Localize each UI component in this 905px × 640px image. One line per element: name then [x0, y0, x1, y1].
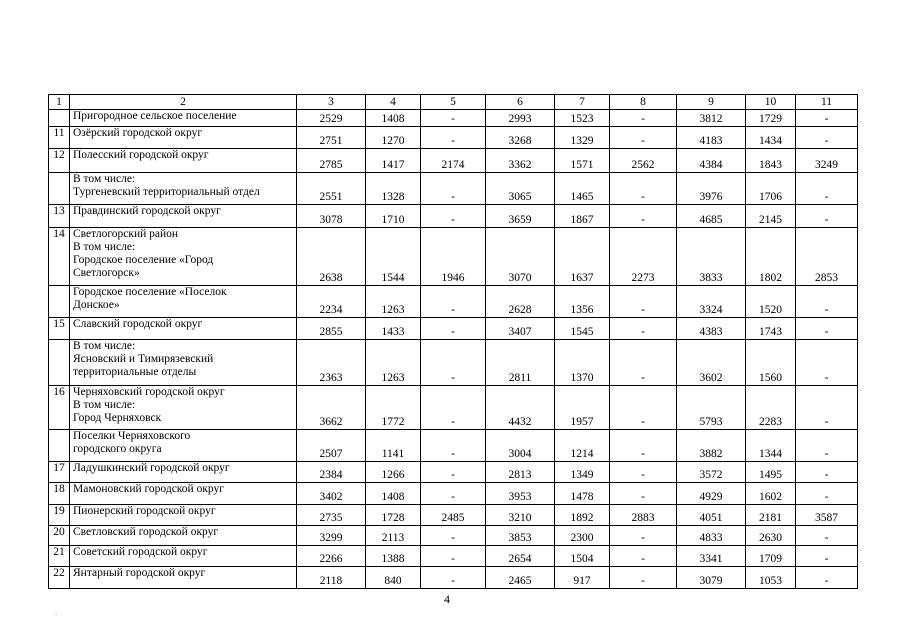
value-cell: 3362 [486, 149, 555, 173]
value-cell: 1602 [746, 483, 796, 505]
value-cell: 2785 [297, 149, 366, 173]
value-cell: 3341 [677, 546, 746, 567]
value-cell: 2234 [297, 286, 366, 318]
value-cell: - [421, 110, 486, 127]
value-cell: 1329 [555, 127, 610, 149]
value-cell: - [421, 462, 486, 483]
value-cell: 2855 [297, 318, 366, 340]
value-cell: 1867 [555, 205, 610, 228]
value-cell: 2283 [746, 386, 796, 430]
table-row [49, 462, 858, 483]
value-cell: 1544 [366, 228, 421, 286]
value-cell: 4685 [677, 205, 746, 228]
value-cell: 3407 [486, 318, 555, 340]
value-cell: 2853 [796, 228, 858, 286]
municipality-name: Светлогорский район В том числе: Городское поселение «Город Светлогорск» [70, 228, 297, 286]
value-cell: - [796, 546, 858, 567]
value-cell: 1478 [555, 483, 610, 505]
value-cell: - [796, 173, 858, 205]
value-cell: 1495 [746, 462, 796, 483]
municipality-name: Озёрский городской округ [70, 127, 297, 149]
value-cell: 1434 [746, 127, 796, 149]
value-cell: 2751 [297, 127, 366, 149]
value-cell: - [421, 567, 486, 589]
value-cell: - [421, 205, 486, 228]
municipality-name: Городское поселение «Поселок Донское» [70, 286, 297, 318]
value-cell: 1571 [555, 149, 610, 173]
value-cell: 1637 [555, 228, 610, 286]
row-number [49, 173, 70, 205]
column-header: 3 [297, 95, 366, 110]
value-cell: 2300 [555, 526, 610, 546]
value-cell: - [796, 567, 858, 589]
value-cell: 2638 [297, 228, 366, 286]
value-cell: - [421, 286, 486, 318]
value-cell: 4183 [677, 127, 746, 149]
value-cell: 1344 [746, 430, 796, 462]
value-cell: 1408 [366, 483, 421, 505]
row-number [49, 430, 70, 462]
value-cell: 3249 [796, 149, 858, 173]
value-cell: 1728 [366, 505, 421, 526]
value-cell: - [610, 127, 677, 149]
value-cell: - [421, 430, 486, 462]
row-number: 19 [49, 505, 70, 526]
table-row [49, 483, 858, 505]
value-cell: 2811 [486, 340, 555, 386]
value-cell: 2735 [297, 505, 366, 526]
value-cell: 2266 [297, 546, 366, 567]
value-cell: 2529 [297, 110, 366, 127]
value-cell: - [421, 173, 486, 205]
table-row [49, 526, 858, 546]
corner-mark: . [55, 607, 58, 617]
value-cell: 3004 [486, 430, 555, 462]
municipality-name: Пионерский городской округ [70, 505, 297, 526]
value-cell: 1957 [555, 386, 610, 430]
row-number [49, 340, 70, 386]
value-cell: 2507 [297, 430, 366, 462]
value-cell: 1141 [366, 430, 421, 462]
value-cell: - [610, 386, 677, 430]
value-cell: 3078 [297, 205, 366, 228]
value-cell: 1892 [555, 505, 610, 526]
value-cell: 1053 [746, 567, 796, 589]
value-cell: - [610, 340, 677, 386]
value-cell: - [421, 546, 486, 567]
value-cell: 1545 [555, 318, 610, 340]
value-cell: 1370 [555, 340, 610, 386]
value-cell: 3953 [486, 483, 555, 505]
row-number: 13 [49, 205, 70, 228]
value-cell: 1465 [555, 173, 610, 205]
value-cell: 2384 [297, 462, 366, 483]
municipality-name: Славский городской округ [70, 318, 297, 340]
column-header: 6 [486, 95, 555, 110]
value-cell: 1946 [421, 228, 486, 286]
row-number: 16 [49, 386, 70, 430]
municipality-name: В том числе: Ясновский и Тимирязевский территориальные отделы [70, 340, 297, 386]
column-header: 10 [746, 95, 796, 110]
table-row [49, 173, 858, 205]
row-number: 21 [49, 546, 70, 567]
value-cell: 1270 [366, 127, 421, 149]
value-cell: - [796, 526, 858, 546]
value-cell: 2145 [746, 205, 796, 228]
municipality-name: Полесский городской округ [70, 149, 297, 173]
value-cell: 917 [555, 567, 610, 589]
value-cell: 2883 [610, 505, 677, 526]
value-cell: 3833 [677, 228, 746, 286]
value-cell: - [610, 286, 677, 318]
row-number: 11 [49, 127, 70, 149]
column-header: 9 [677, 95, 746, 110]
row-number: 17 [49, 462, 70, 483]
value-cell: 1706 [746, 173, 796, 205]
municipality-name: Светловский городской округ [70, 526, 297, 546]
value-cell: 2113 [366, 526, 421, 546]
value-cell: - [796, 318, 858, 340]
value-cell: - [610, 546, 677, 567]
table-row [49, 110, 858, 127]
value-cell: 2551 [297, 173, 366, 205]
table-body [49, 95, 858, 589]
row-number [49, 286, 70, 318]
value-cell: - [610, 567, 677, 589]
value-cell: - [610, 173, 677, 205]
municipality-name: Советский городской округ [70, 546, 297, 567]
value-cell: 1729 [746, 110, 796, 127]
municipality-name: В том числе: Тургеневский территориальный отдел [70, 173, 297, 205]
value-cell: 3299 [297, 526, 366, 546]
value-cell: 1214 [555, 430, 610, 462]
value-cell: - [610, 483, 677, 505]
table-row [49, 546, 858, 567]
value-cell: 1504 [555, 546, 610, 567]
row-number: 18 [49, 483, 70, 505]
value-cell: - [796, 430, 858, 462]
row-number [49, 110, 70, 127]
table-row [49, 127, 858, 149]
value-cell: 3587 [796, 505, 858, 526]
table-row [49, 505, 858, 526]
value-cell: 4432 [486, 386, 555, 430]
row-number: 15 [49, 318, 70, 340]
value-cell: 3659 [486, 205, 555, 228]
value-cell: 1349 [555, 462, 610, 483]
value-cell: - [421, 127, 486, 149]
value-cell: 1710 [366, 205, 421, 228]
value-cell: 2363 [297, 340, 366, 386]
value-cell: 2630 [746, 526, 796, 546]
value-cell: 1356 [555, 286, 610, 318]
value-cell: 3210 [486, 505, 555, 526]
value-cell: 3662 [297, 386, 366, 430]
value-cell: - [796, 386, 858, 430]
value-cell: 1388 [366, 546, 421, 567]
table-row [49, 286, 858, 318]
page-number: 4 [444, 592, 450, 606]
value-cell: - [796, 462, 858, 483]
value-cell: 2181 [746, 505, 796, 526]
value-cell: 3402 [297, 483, 366, 505]
value-cell: 2654 [486, 546, 555, 567]
value-cell: - [421, 526, 486, 546]
value-cell: 1560 [746, 340, 796, 386]
value-cell: 2485 [421, 505, 486, 526]
municipality-name: Янтарный городской округ [70, 567, 297, 589]
value-cell: - [796, 110, 858, 127]
value-cell: - [796, 340, 858, 386]
value-cell: 4833 [677, 526, 746, 546]
column-header: 2 [70, 95, 297, 110]
value-cell: 1802 [746, 228, 796, 286]
municipality-name: Правдинский городской округ [70, 205, 297, 228]
table-row [49, 340, 858, 386]
municipality-name: Поселки Черняховского городского округа [70, 430, 297, 462]
value-cell: 2562 [610, 149, 677, 173]
column-header: 5 [421, 95, 486, 110]
value-cell: - [610, 110, 677, 127]
value-cell: 3853 [486, 526, 555, 546]
value-cell: 3268 [486, 127, 555, 149]
column-header: 7 [555, 95, 610, 110]
column-header: 1 [49, 95, 70, 110]
value-cell: 4929 [677, 483, 746, 505]
table-row [49, 205, 858, 228]
value-cell: - [610, 462, 677, 483]
value-cell: 2118 [297, 567, 366, 589]
value-cell: 4383 [677, 318, 746, 340]
value-cell: 2273 [610, 228, 677, 286]
value-cell: 4384 [677, 149, 746, 173]
value-cell: - [610, 205, 677, 228]
value-cell: 1328 [366, 173, 421, 205]
municipality-name: Ладушкинский городской округ [70, 462, 297, 483]
value-cell: 3079 [677, 567, 746, 589]
value-cell: 3976 [677, 173, 746, 205]
table-row [49, 228, 858, 286]
row-number: 22 [49, 567, 70, 589]
value-cell: 1408 [366, 110, 421, 127]
value-cell: 3070 [486, 228, 555, 286]
value-cell: 2174 [421, 149, 486, 173]
value-cell: 840 [366, 567, 421, 589]
value-cell: - [796, 205, 858, 228]
value-cell: 3065 [486, 173, 555, 205]
value-cell: 2465 [486, 567, 555, 589]
value-cell: 1520 [746, 286, 796, 318]
value-cell: 3812 [677, 110, 746, 127]
value-cell: 1417 [366, 149, 421, 173]
value-cell: 5793 [677, 386, 746, 430]
value-cell: 3882 [677, 430, 746, 462]
row-number: 20 [49, 526, 70, 546]
value-cell: 1772 [366, 386, 421, 430]
table-row [49, 567, 858, 589]
value-cell: - [796, 286, 858, 318]
value-cell: - [610, 430, 677, 462]
column-header: 8 [610, 95, 677, 110]
header-row [49, 95, 858, 110]
column-header: 11 [796, 95, 858, 110]
row-number: 14 [49, 228, 70, 286]
column-header: 4 [366, 95, 421, 110]
value-cell: - [421, 483, 486, 505]
municipality-name: Мамоновский городской округ [70, 483, 297, 505]
table-row [49, 318, 858, 340]
value-cell: - [421, 340, 486, 386]
municipality-name: Черняховский городской округ В том числе: Город Черняховск [70, 386, 297, 430]
value-cell: 1263 [366, 340, 421, 386]
value-cell: 1523 [555, 110, 610, 127]
value-cell: 2628 [486, 286, 555, 318]
table-row [49, 430, 858, 462]
value-cell: 3572 [677, 462, 746, 483]
municipality-name: Пригородное сельское поселение [70, 110, 297, 127]
value-cell: 1743 [746, 318, 796, 340]
value-cell: 2813 [486, 462, 555, 483]
value-cell: - [796, 127, 858, 149]
value-cell: - [610, 318, 677, 340]
value-cell: - [421, 318, 486, 340]
value-cell: 1433 [366, 318, 421, 340]
value-cell: 4051 [677, 505, 746, 526]
table-row [49, 149, 858, 173]
value-cell: 1709 [746, 546, 796, 567]
value-cell: 1266 [366, 462, 421, 483]
value-cell: - [421, 386, 486, 430]
value-cell: - [796, 483, 858, 505]
value-cell: - [610, 526, 677, 546]
value-cell: 1843 [746, 149, 796, 173]
value-cell: 3602 [677, 340, 746, 386]
value-cell: 1263 [366, 286, 421, 318]
row-number: 12 [49, 149, 70, 173]
value-cell: 3324 [677, 286, 746, 318]
table-row [49, 386, 858, 430]
value-cell: 2993 [486, 110, 555, 127]
data-table [48, 94, 858, 589]
